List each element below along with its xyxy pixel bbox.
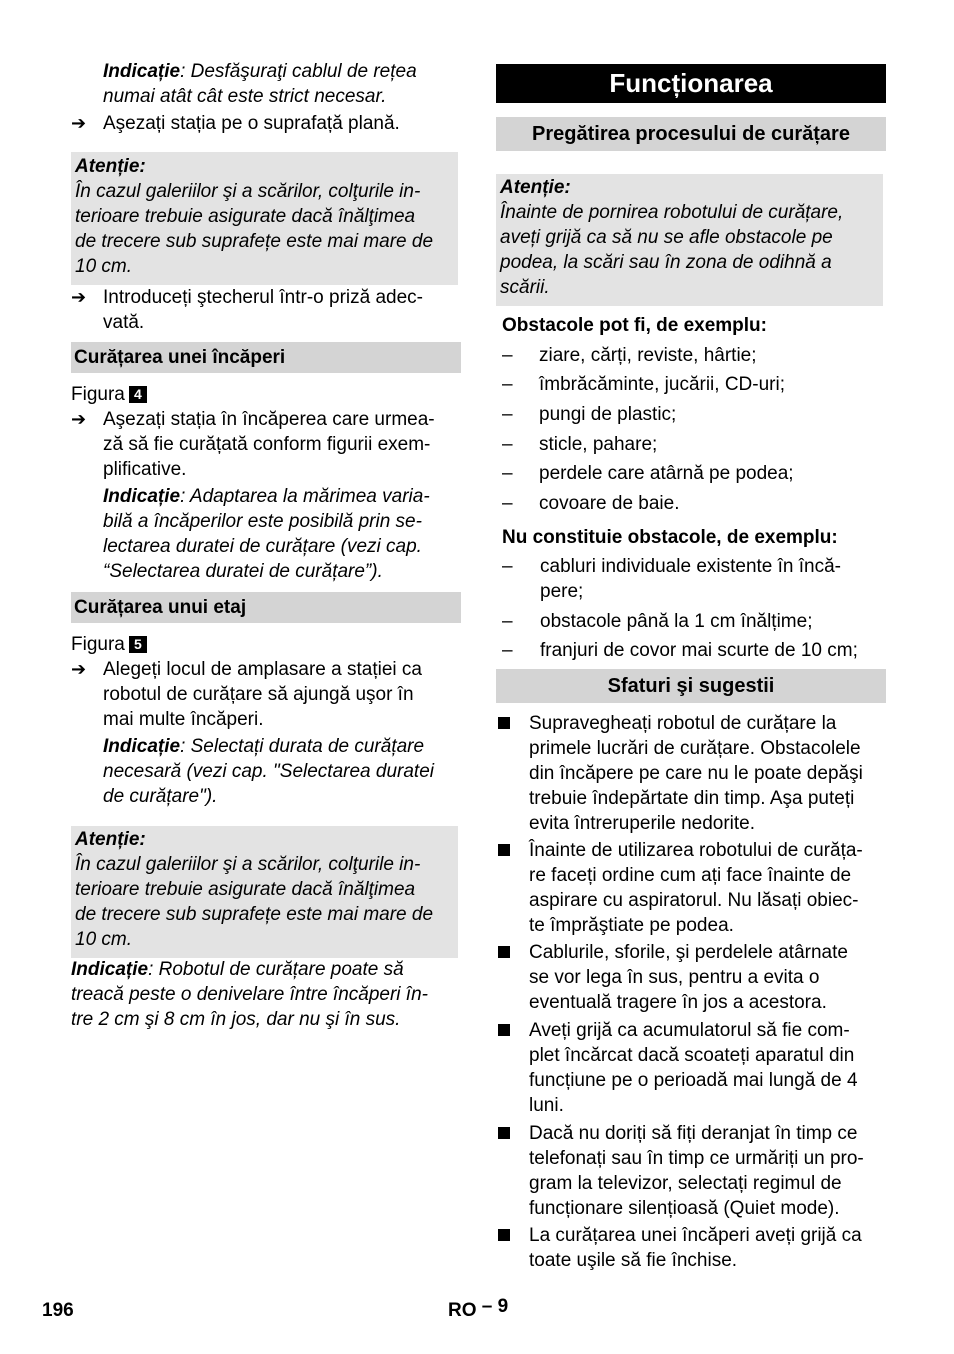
list-item-text: Aveți grijă ca acumulatorul să fie com- [529, 1020, 850, 1041]
warning-text: În cazul galeriilor şi a scărilor, colţurile in- [75, 854, 421, 875]
dash-bullet: – [502, 404, 513, 425]
figure-number: 4 [129, 386, 147, 403]
note-label: Indicație [103, 486, 181, 507]
list-item-text: Dacă nu doriți să fiți deranjat în timp ce [529, 1123, 858, 1144]
section-heading-text: Sfaturi şi sugestii [607, 675, 775, 697]
list-item-text: aspirare cu aspiratorul. Nu lăsați obiec- [529, 890, 859, 911]
warning-text: 10 cm. [75, 929, 133, 950]
list-item [496, 838, 886, 938]
list-item-text: Înainte de utilizarea robotului de curăța- [529, 840, 863, 861]
arrow-right-icon: ➔ [71, 113, 87, 133]
note-label: Indicație [103, 61, 181, 82]
list-item-text: îmbrăcăminte, jucării, CD-uri; [539, 374, 785, 395]
warning-text: scării. [500, 277, 550, 298]
step-item [71, 111, 461, 136]
figure-reference [71, 632, 147, 657]
note-text: : Adaptarea la mărimea varia- [180, 486, 430, 507]
warning-text: de trecere sub suprafețe este mai mare de [75, 231, 434, 252]
warning-text: terioare trebuie asigurate dacă înălţimea [75, 206, 416, 227]
dash-bullet: – [502, 434, 513, 455]
square-bullet-icon [498, 1229, 510, 1241]
chapter-heading [496, 64, 886, 103]
list-item [496, 711, 886, 836]
warning-title: Atenție: [75, 156, 146, 177]
note-text: necesară (vezi cap. "Selectarea duratei [103, 761, 434, 782]
step-text: Aşezați stația pe o suprafață plană. [103, 113, 400, 134]
section-heading [496, 669, 886, 703]
warning-box [496, 174, 883, 306]
footer-lang-page: 9 [497, 1296, 509, 1317]
note-text: : Selectați durata de curățare [180, 736, 425, 757]
note-label: Indicație [71, 959, 149, 980]
section-heading-text: Curățarea unei încăperi [74, 347, 286, 368]
warning-box [71, 826, 458, 958]
arrow-right-icon: ➔ [71, 409, 87, 429]
list-item-text: pungi de plastic; [539, 404, 677, 425]
list-item-text: gram la televizor, selectați regimul de [529, 1173, 842, 1194]
list-item-text: obstacole până la 1 cm înălțime; [540, 611, 813, 632]
dash-bullet: – [502, 556, 513, 577]
list-item-text: luni. [529, 1095, 564, 1116]
note-text: : Robotul de curățare poate să [148, 959, 404, 980]
section-heading [496, 117, 886, 151]
list-item [496, 1223, 886, 1273]
arrow-right-icon: ➔ [71, 287, 87, 307]
list-item [496, 940, 886, 1015]
list-item [496, 432, 886, 457]
dash-bullet: – [502, 463, 513, 484]
square-bullet-icon [498, 844, 510, 856]
note-text: numai atât cât este strict necesar. [103, 86, 387, 107]
section-heading-text: Curățarea unui etaj [74, 597, 247, 618]
warning-text: 10 cm. [75, 256, 133, 277]
list-item-text: plet încărcat dacă scoateți aparatul din [529, 1045, 855, 1066]
list-item [496, 638, 886, 663]
list-item-text: se vor lega în sus, pentru a evita o [529, 967, 820, 988]
chapter-heading-text: Funcționarea [609, 68, 773, 98]
step-item [71, 285, 461, 335]
dash-bullet: – [502, 345, 513, 366]
step-text: Alegeți locul de amplasare a stației ca [103, 659, 422, 680]
note-text: de curățare"). [103, 786, 218, 807]
step-text: Introduceți ştecherul într-o priză adec- [103, 287, 423, 308]
list-item [496, 461, 886, 486]
warning-text: de trecere sub suprafețe este mai mare de [75, 904, 434, 925]
warning-text: terioare trebuie asigurate dacă înălţimea [75, 879, 416, 900]
list-item [496, 402, 886, 427]
step-text: vată. [103, 312, 145, 333]
list-item-text: primele lucrări de curățare. Obstacolele [529, 738, 861, 759]
footer-separator: – [481, 1296, 493, 1317]
page-number: 196 [42, 1300, 74, 1321]
step-text: robotul de curățare să ajungă uşor în [103, 684, 414, 705]
list-item [496, 554, 886, 604]
note-text: treacă peste o denivelare între încăperi în- [71, 984, 428, 1005]
list-item-text: te împrăştiate pe podea. [529, 915, 734, 936]
list-item [496, 1121, 886, 1221]
warning-text: aveți grijă ca să nu se afle obstacole pe [500, 227, 833, 248]
step-text: Aşezați stația în încăperea care urmea- [103, 409, 435, 430]
warning-text: podea, la scări sau în zona de odihnă a [500, 252, 832, 273]
arrow-right-icon: ➔ [71, 659, 87, 679]
list-item-text: franjuri de covor mai scurte de 10 cm; [540, 640, 858, 661]
list-item-text: eventuală tragere în jos a acestora. [529, 992, 827, 1013]
note-text: lectarea duratei de curățare (vezi cap. [103, 536, 422, 557]
footer-lang [448, 1298, 508, 1323]
list-item-text: funcționare silențioasă (Quiet mode). [529, 1198, 840, 1219]
square-bullet-icon [498, 1024, 510, 1036]
list-item [496, 372, 886, 397]
figure-reference [71, 382, 147, 407]
warning-title: Atenție: [500, 177, 571, 198]
list-item-text: perdele care atârnă pe podea; [539, 463, 794, 484]
list-item-text: re faceți ordine cum ați face înainte de [529, 865, 852, 886]
note-text: bilă a încăperilor este posibilă prin se- [103, 511, 422, 532]
note-text: tre 2 cm şi 8 cm în jos, dar nu şi în sus. [71, 1009, 401, 1030]
list-item-text: covoare de baie. [539, 493, 680, 514]
list-item [496, 1018, 886, 1118]
list-item [496, 491, 886, 516]
list-item-text: ziare, cărți, reviste, hârtie; [539, 345, 757, 366]
warning-box [71, 152, 458, 285]
section-heading-text: Pregătirea procesului de curățare [532, 123, 850, 145]
list-item-text: Supravegheați robotul de curățare la [529, 713, 837, 734]
warning-title: Atenție: [75, 829, 146, 850]
list-item [496, 609, 886, 634]
dash-bullet: – [502, 611, 513, 632]
list-item [496, 343, 886, 368]
step-text: mai multe încăperi. [103, 709, 264, 730]
non-obstacles-title: Nu constituie obstacole, de exemplu: [502, 527, 838, 548]
list-item-text: Cablurile, sforile, şi perdelele atârnate [529, 942, 848, 963]
section-heading [71, 342, 461, 373]
step-text: ză să fie curățată conform figurii exem- [103, 434, 431, 455]
square-bullet-icon [498, 946, 510, 958]
list-item-text: din încăpere pe care nu le poate depăşi [529, 763, 863, 784]
square-bullet-icon [498, 1127, 510, 1139]
step-item [71, 657, 461, 732]
list-item-text: toate uşile să fie închise. [529, 1250, 738, 1271]
step-text: plificative. [103, 459, 187, 480]
list-item-text: La curățarea unei încăperi aveți grijă ca [529, 1225, 862, 1246]
list-item-text: trebuie îndepărtate din timp. Aşa puteți [529, 788, 855, 809]
list-item-text: sticle, pahare; [539, 434, 658, 455]
dash-bullet: – [502, 640, 513, 661]
section-heading [71, 592, 461, 623]
note-label: Indicație [103, 736, 181, 757]
step-item [71, 407, 461, 482]
dash-bullet: – [502, 374, 513, 395]
list-item-text: pere; [540, 581, 584, 602]
footer-lang-code: RO [448, 1300, 477, 1321]
list-item-text: telefonați sau în timp ce urmăriți un pro- [529, 1148, 864, 1169]
obstacles-title: Obstacole pot fi, de exemplu: [502, 315, 767, 336]
warning-text: Înainte de pornirea robotului de curățare, [500, 202, 844, 223]
dash-bullet: – [502, 493, 513, 514]
list-item-text: funcțiune pe o perioadă mai lungă de 4 [529, 1070, 858, 1091]
list-item-text: evita întreruperile nedorite. [529, 813, 756, 834]
square-bullet-icon [498, 717, 510, 729]
figure-label: Figura [71, 384, 125, 405]
figure-number: 5 [129, 636, 147, 653]
note-text: “Selectarea duratei de curățare”). [103, 561, 383, 582]
note-text: : Desfăşuraţi cablul de rețea [180, 61, 417, 82]
warning-text: În cazul galeriilor şi a scărilor, colţurile in- [75, 181, 421, 202]
list-item-text: cabluri individuale existente în încă- [540, 556, 842, 577]
figure-label: Figura [71, 634, 125, 655]
